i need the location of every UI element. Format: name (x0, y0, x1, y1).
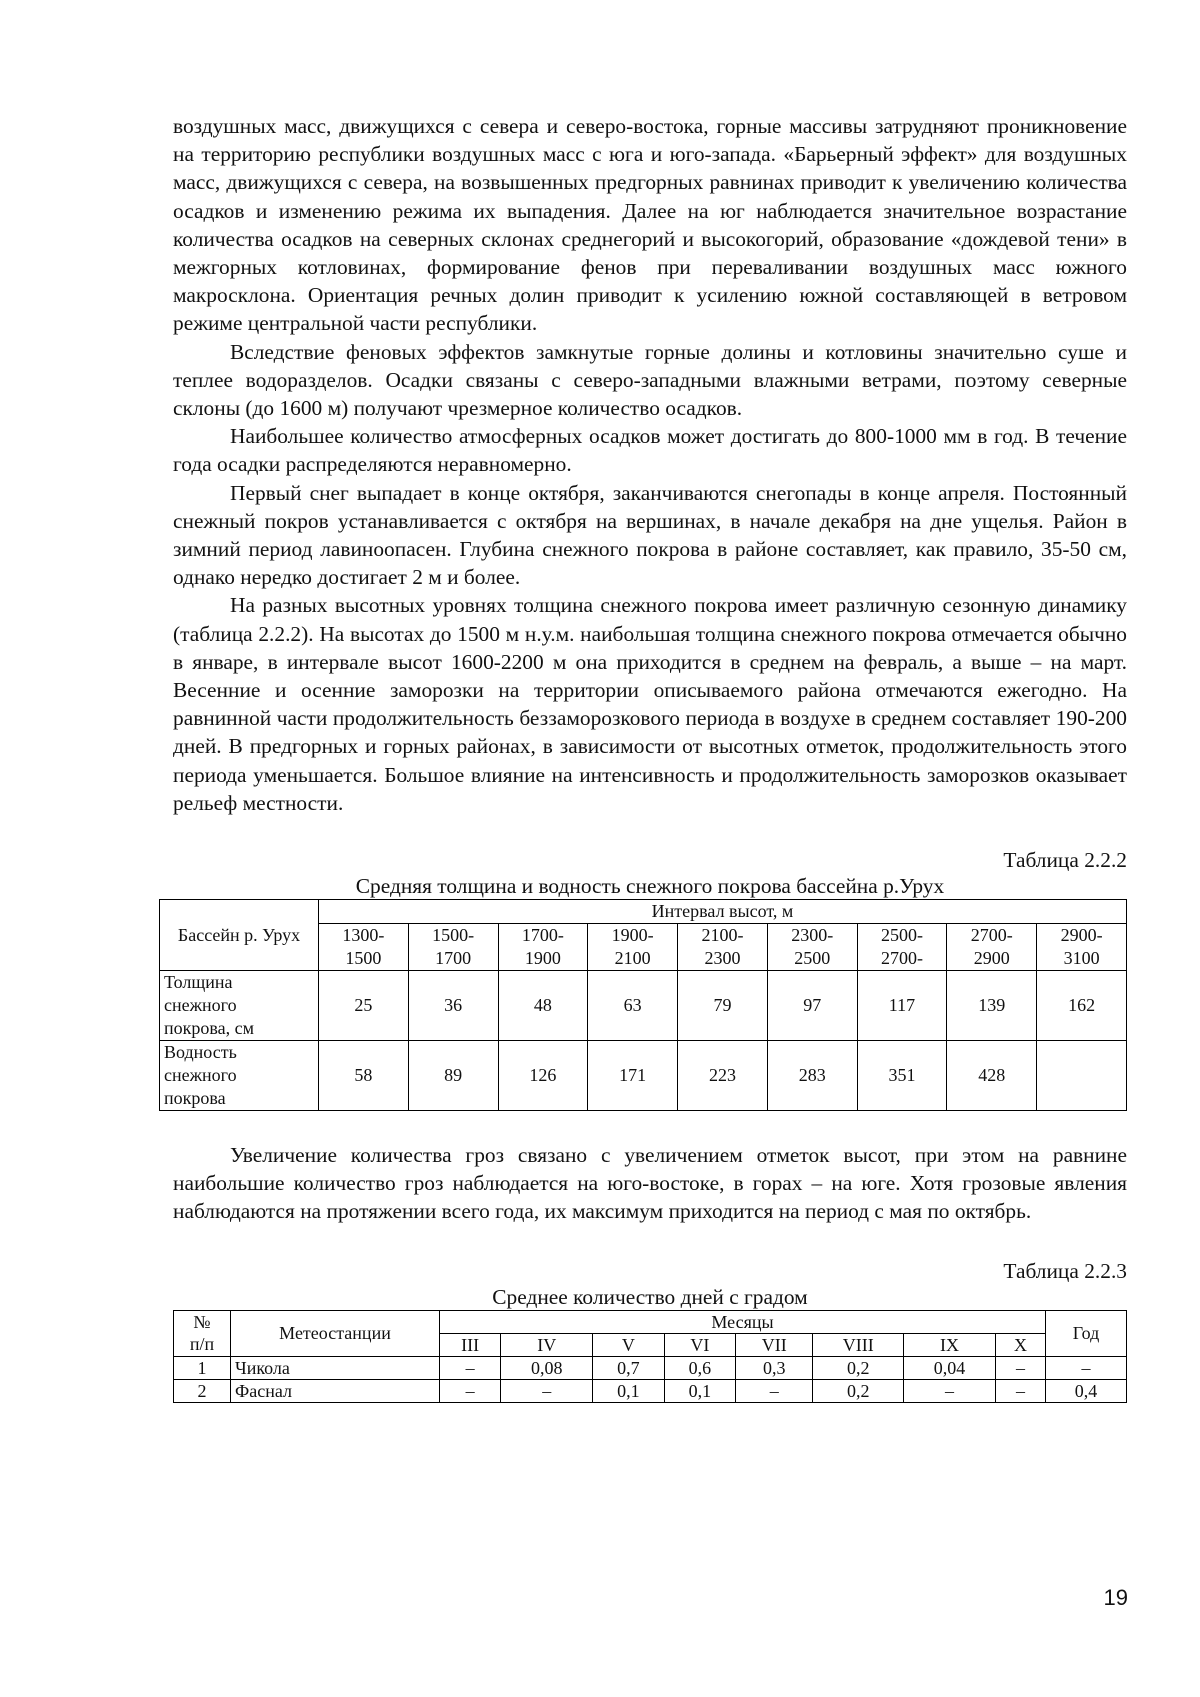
value-cell: 89 (408, 1041, 498, 1111)
value-cell: 0,6 (664, 1356, 736, 1379)
year-cell: 0,4 (1046, 1379, 1127, 1402)
interval-cell: 2100- 2300 (678, 924, 768, 971)
table1-corner: Бассейн р. Урух (160, 900, 319, 971)
value-cell: 351 (857, 1041, 947, 1111)
interval-cell: 2500- 2700- (857, 924, 947, 971)
value-cell: 0,08 (501, 1356, 593, 1379)
table2-number: Таблица 2.2.3 (1003, 1258, 1127, 1283)
table-row (174, 1379, 1127, 1402)
paragraph-1: воздушных масс, движущихся с севера и северо-востока, горные массивы затрудняют проникновение на территорию республики воздушных масс с юга и юго-запада. «Барьерный эффект» для воздушных масс, движущихся с севера, на возвышенных предгорных равнинах приводит к увеличению количества осадков и изменению режима их выпадения. Далее на юг наблюдается значительное возрастание количества осадков на северных склонах среднегорий и высокогорий, образование «дождевой тени» в межгорных котловинах, формирование фенов при переваливании воздушных масс южного макросклона. Ориентация речных долин приводит к усилению южной составляющей в ветровом режиме центральной части республики. (173, 114, 1127, 336)
value-cell: 48 (498, 971, 588, 1041)
table2-col-station: Метеостанции (231, 1310, 440, 1356)
table2-title: Среднее количество дней с градом (492, 1284, 808, 1309)
table1-group-header: Интервал высот, м (319, 900, 1127, 924)
month-cell: VII (736, 1333, 813, 1356)
value-cell: – (440, 1379, 501, 1402)
value-cell: 63 (588, 971, 678, 1041)
value-cell: – (440, 1356, 501, 1379)
month-cell: VI (664, 1333, 736, 1356)
value-cell: 162 (1037, 971, 1127, 1041)
paragraph-2: Вследствие феновых эффектов замкнутые горные долины и котловины значительно суше и теплее водоразделов. Осадки связаны с северо-западными влажными ветрами, поэтому северные склоны (до 1600 м) получают чрезмерное количество осадков. (173, 339, 1127, 421)
table-row (174, 1356, 1127, 1379)
value-cell: 0,04 (904, 1356, 996, 1379)
paragraph-6: Увеличение количества гроз связано с увеличением отметок высот, при этом на равнине наибольшие количество гроз наблюдается на юго-востоке, в горах – на юге. Хотя грозовые явления наблюдаются на протяжении всего года, их максимум приходится на период с мая по октябрь. (173, 1143, 1127, 1224)
month-cell: X (996, 1333, 1046, 1356)
snow-cover-table (159, 899, 1127, 1111)
paragraph-5: На разных высотных уровнях толщина снежного покрова имеет различную сезонную динамику (таблица 2.2.2). На высотах до 1500 м н.у.м. наибольшая толщина снежного покрова отмечается обычно в январе, в интервале высот 1600-2200 м она приходится в среднем на февраль, а выше – на март. Весенние и осенние заморозки на территории описываемого района отмечаются ежегодно. На равнинной части продолжительность беззаморозкового периода в воздухе в среднем составляет 190-200 дней. В предгорных и горных районах, в зависимости от высотных отметок, продолжительность этого периода уменьшается. Большое влияние на интенсивность и продолжительность заморозков оказывает рельеф местности. (173, 593, 1127, 815)
value-cell: 139 (947, 971, 1037, 1041)
table2-col-num: № п/п (174, 1310, 231, 1356)
value-cell: – (904, 1379, 996, 1402)
value-cell: 428 (947, 1041, 1037, 1111)
interval-cell: 2900- 3100 (1037, 924, 1127, 971)
year-cell: – (1046, 1356, 1127, 1379)
value-cell: 97 (767, 971, 857, 1041)
value-cell: 36 (408, 971, 498, 1041)
station-name: Фаснал (231, 1379, 440, 1402)
interval-cell: 1500- 1700 (408, 924, 498, 971)
value-cell: 283 (767, 1041, 857, 1111)
document-body (164, 112, 1127, 1403)
table2-col-year: Год (1046, 1310, 1127, 1356)
value-cell: – (501, 1379, 593, 1402)
table2-group-header: Месяцы (440, 1310, 1046, 1333)
value-cell: – (996, 1379, 1046, 1402)
value-cell: 0,3 (736, 1356, 813, 1379)
value-cell: – (736, 1379, 813, 1402)
interval-cell: 1900- 2100 (588, 924, 678, 971)
month-cell: V (593, 1333, 665, 1356)
value-cell: 0,7 (593, 1356, 665, 1379)
paragraph-3: Наибольшее количество атмосферных осадков может достигать до 800-1000 мм в год. В течение года осадки распределяются неравномерно. (173, 424, 1127, 477)
interval-cell: 2300- 2500 (767, 924, 857, 971)
table1-title: Средняя толщина и водность снежного покрова бассейна р.Урух (355, 874, 945, 899)
value-cell: 126 (498, 1041, 588, 1111)
month-cell: III (440, 1333, 501, 1356)
paragraph-4: Первый снег выпадает в конце октября, заканчиваются снегопады в конце апреля. Постоянный снежный покров устанавливается с октября на вершинах, в начале декабря на дне ущелья. Район в зимний период лавиноопасен. Глубина снежного покрова в районе составляет, как правило, 35-50 см, однако нередко достигает 2 м и более. (173, 480, 1127, 590)
value-cell: 0,2 (813, 1379, 904, 1402)
row-num: 2 (174, 1379, 231, 1402)
value-cell: 223 (678, 1041, 768, 1111)
row-label: Водность снежного покрова (160, 1041, 319, 1111)
table-row (160, 971, 1127, 1041)
station-name: Чикола (231, 1356, 440, 1379)
value-cell: 0,1 (664, 1379, 736, 1402)
value-cell: 79 (678, 971, 768, 1041)
value-cell: 0,2 (813, 1356, 904, 1379)
row-num: 1 (174, 1356, 231, 1379)
value-cell: 0,1 (593, 1379, 665, 1402)
page-number: 19 (1103, 1585, 1128, 1610)
value-cell: 25 (319, 971, 409, 1041)
table1-number: Таблица 2.2.2 (1003, 848, 1127, 873)
table-row (160, 1041, 1127, 1111)
value-cell (1037, 1041, 1127, 1111)
value-cell: 171 (588, 1041, 678, 1111)
value-cell: – (996, 1356, 1046, 1379)
month-cell: IX (904, 1333, 996, 1356)
interval-cell: 1700- 1900 (498, 924, 588, 971)
hail-days-table (173, 1310, 1127, 1403)
value-cell: 117 (857, 971, 947, 1041)
value-cell: 58 (319, 1041, 409, 1111)
interval-cell: 1300- 1500 (319, 924, 409, 971)
month-cell: IV (501, 1333, 593, 1356)
interval-cell: 2700- 2900 (947, 924, 1037, 971)
row-label: Толщина снежного покрова, см (160, 971, 319, 1041)
month-cell: VIII (813, 1333, 904, 1356)
